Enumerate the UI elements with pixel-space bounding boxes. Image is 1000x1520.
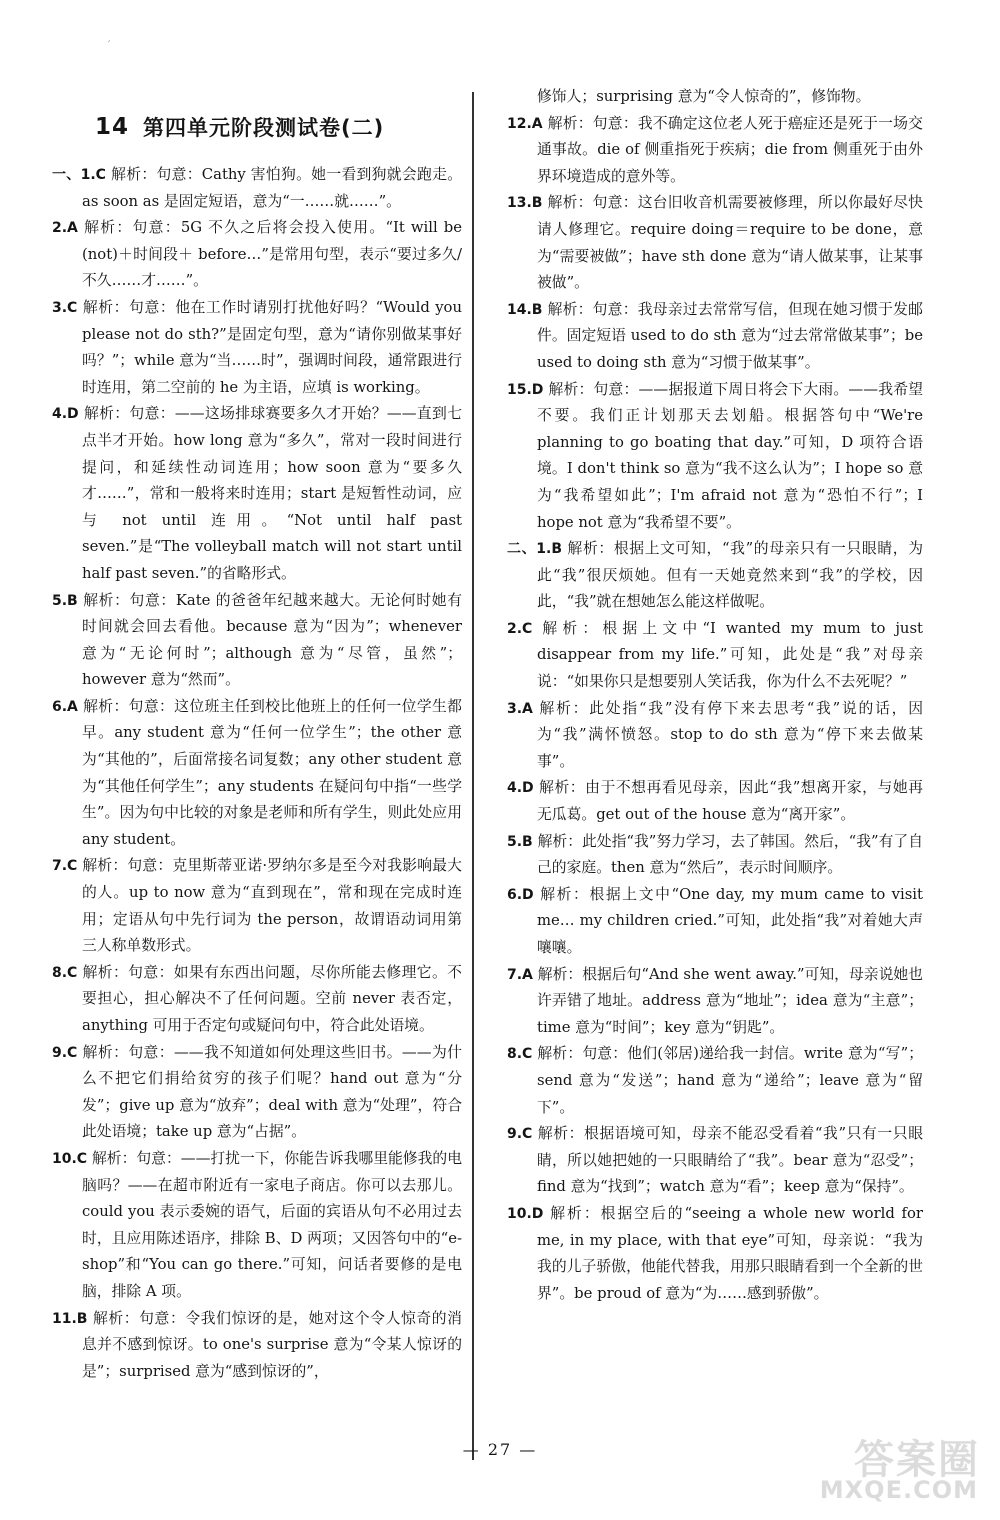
watermark-logo	[819, 1424, 986, 1510]
answer-number: 7.A	[507, 966, 538, 983]
answer-item	[52, 1146, 462, 1306]
answer-item	[52, 1040, 462, 1146]
answer-explanation: 解析：句意：这位班主任到校比他班上的任何一位学生都早。any student 意为“任何一位学生”；the other 意为“其他的”，后面常接名词复数；any other student 意为“其他任何学生”；any students 在疑问句中指“一些学生”。因为句中比较的对象是老师和所有学生，则此处应用 any student。	[82, 697, 462, 848]
answer-item	[507, 616, 923, 696]
answer-item	[507, 882, 923, 962]
answer-number: 12.A	[507, 115, 548, 132]
answer-number: 6.A	[52, 698, 84, 715]
answer-explanation: 解析：句意：Kate 的爸爸年纪越来越大。无论何时她有时间就会回去看他。because 意为“因为”；whenever 意为“无论何时”；although 意为“尽管，虽然”；however 意为“然而”。	[82, 591, 462, 689]
answer-number: 4.D	[52, 406, 84, 423]
answer-explanation: 修饰人；surprising 意为“令人惊奇的”，修饰物。	[537, 88, 871, 105]
answer-item	[507, 111, 923, 191]
answer-item	[507, 829, 923, 882]
answer-number: 2.A	[52, 220, 85, 237]
answer-item	[52, 162, 462, 215]
answer-number: 10.D	[507, 1205, 551, 1222]
answer-explanation: 解析：句意：——打扰一下，你能告诉我哪里能修我的电脑吗？——在超市附近有一家电子商店。你可以去那儿。could you 表示委婉的语气，后面的宾语从句不必用过去时，且应用陈述语序，排除 B、D 两项；又因答句中的“e-shop”和“You can go there.”可知，问话者要修的是电脑，排除 A 项。	[82, 1149, 462, 1300]
answer-item	[52, 1306, 462, 1386]
answer-explanation: 解析：此处指“我”没有停下来去思考“我”说的话，因为“我”满怀愤怒。stop to do sth 意为“停下来去做某事”。	[537, 699, 923, 770]
answer-number: 6.D	[507, 886, 541, 903]
answer-number: 14.B	[507, 301, 548, 318]
answer-explanation: 解析：句意：这台旧收音机需要被修理，所以你最好尽快请人修理它。require doing＝require to be done，意为“需要被做”；have sth done 意为“请人做某事，让某事被做”。	[537, 194, 923, 292]
section-heading	[95, 112, 384, 142]
answer-number: 5.B	[507, 833, 538, 850]
answer-number: 5.B	[52, 592, 84, 609]
answer-explanation: 解析：根据上文中“I wanted my mum to just disappear from my life.”可知，此处是“我”对母亲说：“如果你只是想要别人笑话我，你为什么不去死呢？”	[537, 619, 923, 691]
answer-number: 2.C	[507, 620, 543, 637]
answer-item	[52, 401, 462, 587]
answer-number: 8.C	[507, 1046, 538, 1063]
answer-explanation: 解析：句意：——我不知道如何处理这些旧书。——为什么不把它们捐给贫穷的孩子们呢？hand out 意为“分发”；give up 意为“放弃”；deal with 意为“处理”，符合此处语境；take up 意为“占据”。	[82, 1043, 462, 1141]
answer-item	[507, 190, 923, 296]
answer-explanation: 解析：根据上文可知，“我”的母亲只有一只眼睛，为此“我”很厌烦她。但有一天她竟然来到“我”的学校，因此，“我”就在想她怎么能这样做呢。	[537, 540, 923, 611]
answer-explanation: 解析：句意：——这场排球赛要多久才开始？——直到七点半才开始。how long 意为“多久”，常对一段时间进行提问，和延续性动词连用；how soon 意为“要多久才……”，常和一般将来时连用；start 是短暂性动词，应与 not until 连用。“Not until half past seven.”是“The volleyball match will not start until half past seven.”的省略形式。	[82, 405, 462, 582]
answer-explanation: 解析：根据空后的“seeing a whole new world for me, in my place, with that eye”可知，母亲说：“我为我的儿子骄傲，他能代替我，用那只眼睛看到一个全新的世界”。be proud of 意为“为……感到骄傲”。	[537, 1204, 923, 1302]
answer-number: 二、1.B	[507, 541, 568, 558]
watermark-text-top: 答案圈	[854, 1437, 980, 1483]
answer-explanation: 解析：根据上文中“One day, my mum came to visit me… my children cried.”可知，此处指“我”对着她大声嚷嚷。	[537, 885, 923, 956]
answer-number: 13.B	[507, 195, 548, 212]
answer-explanation: 解析：句意：我母亲过去常常写信，但现在她习惯于发邮件。固定短语 used to do sth 意为“过去常常做某事”；be used to doing sth 意为“习惯于做某事”。	[537, 300, 923, 371]
answer-item	[52, 853, 462, 959]
answer-explanation: 解析：由于不想再看见母亲，因此“我”想离开家，与她再无瓜葛。get out of the house 意为“离开家”。	[537, 779, 923, 824]
heading-title: 第四单元阶段测试卷(二)	[143, 116, 385, 140]
answer-item	[507, 696, 923, 776]
answer-item	[507, 297, 923, 377]
watermark-text-bottom: MXQE.COM	[819, 1476, 978, 1504]
answer-number: 7.C	[52, 858, 83, 875]
answer-explanation: 解析：根据语境可知，母亲不能忍受看着“我”只有一只眼睛，所以她把她的一只眼睛给了“我”。bear 意为“忍受”；find 意为“找到”；watch 意为“看”；keep 意为“保持”。	[537, 1125, 923, 1196]
left-column	[52, 162, 462, 1385]
answer-explanation: 解析：句意：克里斯蒂亚诺·罗纳尔多是至今对我影响最大的人。up to now 意为“直到现在”，常和现在完成时连用；定语从句中先行词为 the person，故谓语动词用第三人称单数形式。	[82, 857, 462, 955]
answer-item	[507, 377, 923, 537]
answer-explanation: 解析：句意：——据报道下周日将会下大雨。——我希望不要。我们正计划那天去划船。根据答句中“We're planning to go boating that day.”可知，D 项符合语境。I don't think so 意为“我不这么认为”；I hope so 意为“我希望如此”；I'm afraid not 意为“恐怕不行”；I hope not 意为“我希望不要”。	[537, 380, 923, 531]
answer-explanation: 解析：句意：如果有东西出问题，尽你所能去修理它。不要担心，担心解决不了任何问题。空前 never 表否定，anything 可用于否定句或疑问句中，符合此处语境。	[82, 963, 462, 1034]
answer-explanation: 解析：句意：我不确定这位老人死于癌症还是死于一场交通事故。die of 侧重指死于疾病；die from 侧重死于由外界环境造成的意外等。	[537, 114, 923, 185]
answer-item	[52, 295, 462, 401]
right-column	[507, 84, 923, 1307]
answer-explanation: 解析：此处指“我”努力学习，去了韩国。然后，“我”有了自己的家庭。then 意为“然后”，表示时间顺序。	[537, 832, 923, 877]
answer-number: 10.C	[52, 1150, 92, 1167]
answer-item	[507, 1201, 923, 1307]
answer-explanation: 解析：句意：Cathy 害怕狗。她一看到狗就会跑走。as soon as 是固定短语，意为“一……就……”。	[82, 166, 463, 210]
answer-item	[52, 215, 462, 295]
answer-number: 8.C	[52, 964, 83, 981]
answer-item	[507, 536, 923, 616]
answer-item	[52, 588, 462, 694]
answer-item	[507, 1041, 923, 1121]
answer-number: 一、1.C	[52, 167, 112, 183]
answer-item	[507, 962, 923, 1042]
answer-number: 9.C	[52, 1044, 83, 1061]
scan-mark: ′	[108, 40, 111, 51]
heading-number: 14	[95, 114, 130, 140]
column-divider	[472, 92, 474, 1460]
answer-item	[507, 84, 923, 111]
answer-item	[52, 960, 462, 1040]
answer-item	[507, 775, 923, 828]
answer-explanation: 解析：句意：令我们惊讶的是，她对这个令人惊奇的消息并不感到惊讶。to one's surprise 意为“令某人惊讶的是”；surprised 意为“感到惊讶的”，	[82, 1309, 462, 1380]
answer-number: 3.C	[52, 299, 83, 316]
answer-explanation: 解析：句意：他在工作时请别打扰他好吗？“Would you please not do sth?”是固定句型，意为“请你别做某事好吗？”；while 意为“当……时”，强调时间段，通常跟进行时连用，第二空前的 he 为主语，应填 is working。	[82, 298, 462, 396]
page-number: — 27 —	[462, 1440, 538, 1459]
answer-explanation: 解析：根据后句“And she went away.”可知，母亲说她也许弄错了地址。address 意为“地址”；idea 意为“主意”；time 意为“时间”；key 意为“钥匙”。	[537, 965, 923, 1036]
answer-item	[507, 1121, 923, 1201]
answer-item	[52, 694, 462, 854]
answer-number: 4.D	[507, 780, 540, 797]
answer-number: 11.B	[52, 1310, 93, 1327]
answer-number: 15.D	[507, 381, 549, 398]
answer-explanation: 解析：句意：他们(邻居)递给我一封信。write 意为“写”；send 意为“发送”；hand 意为“递给”；leave 意为“留下”。	[537, 1045, 923, 1116]
answer-explanation: 解析：句意：5G 不久之后将会投入使用。“It will be (not)＋时间段＋ before…”是常用句型，表示“要过多久/不久……才……”。	[82, 219, 462, 290]
answer-number: 9.C	[507, 1126, 538, 1143]
answer-number: 3.A	[507, 700, 540, 717]
